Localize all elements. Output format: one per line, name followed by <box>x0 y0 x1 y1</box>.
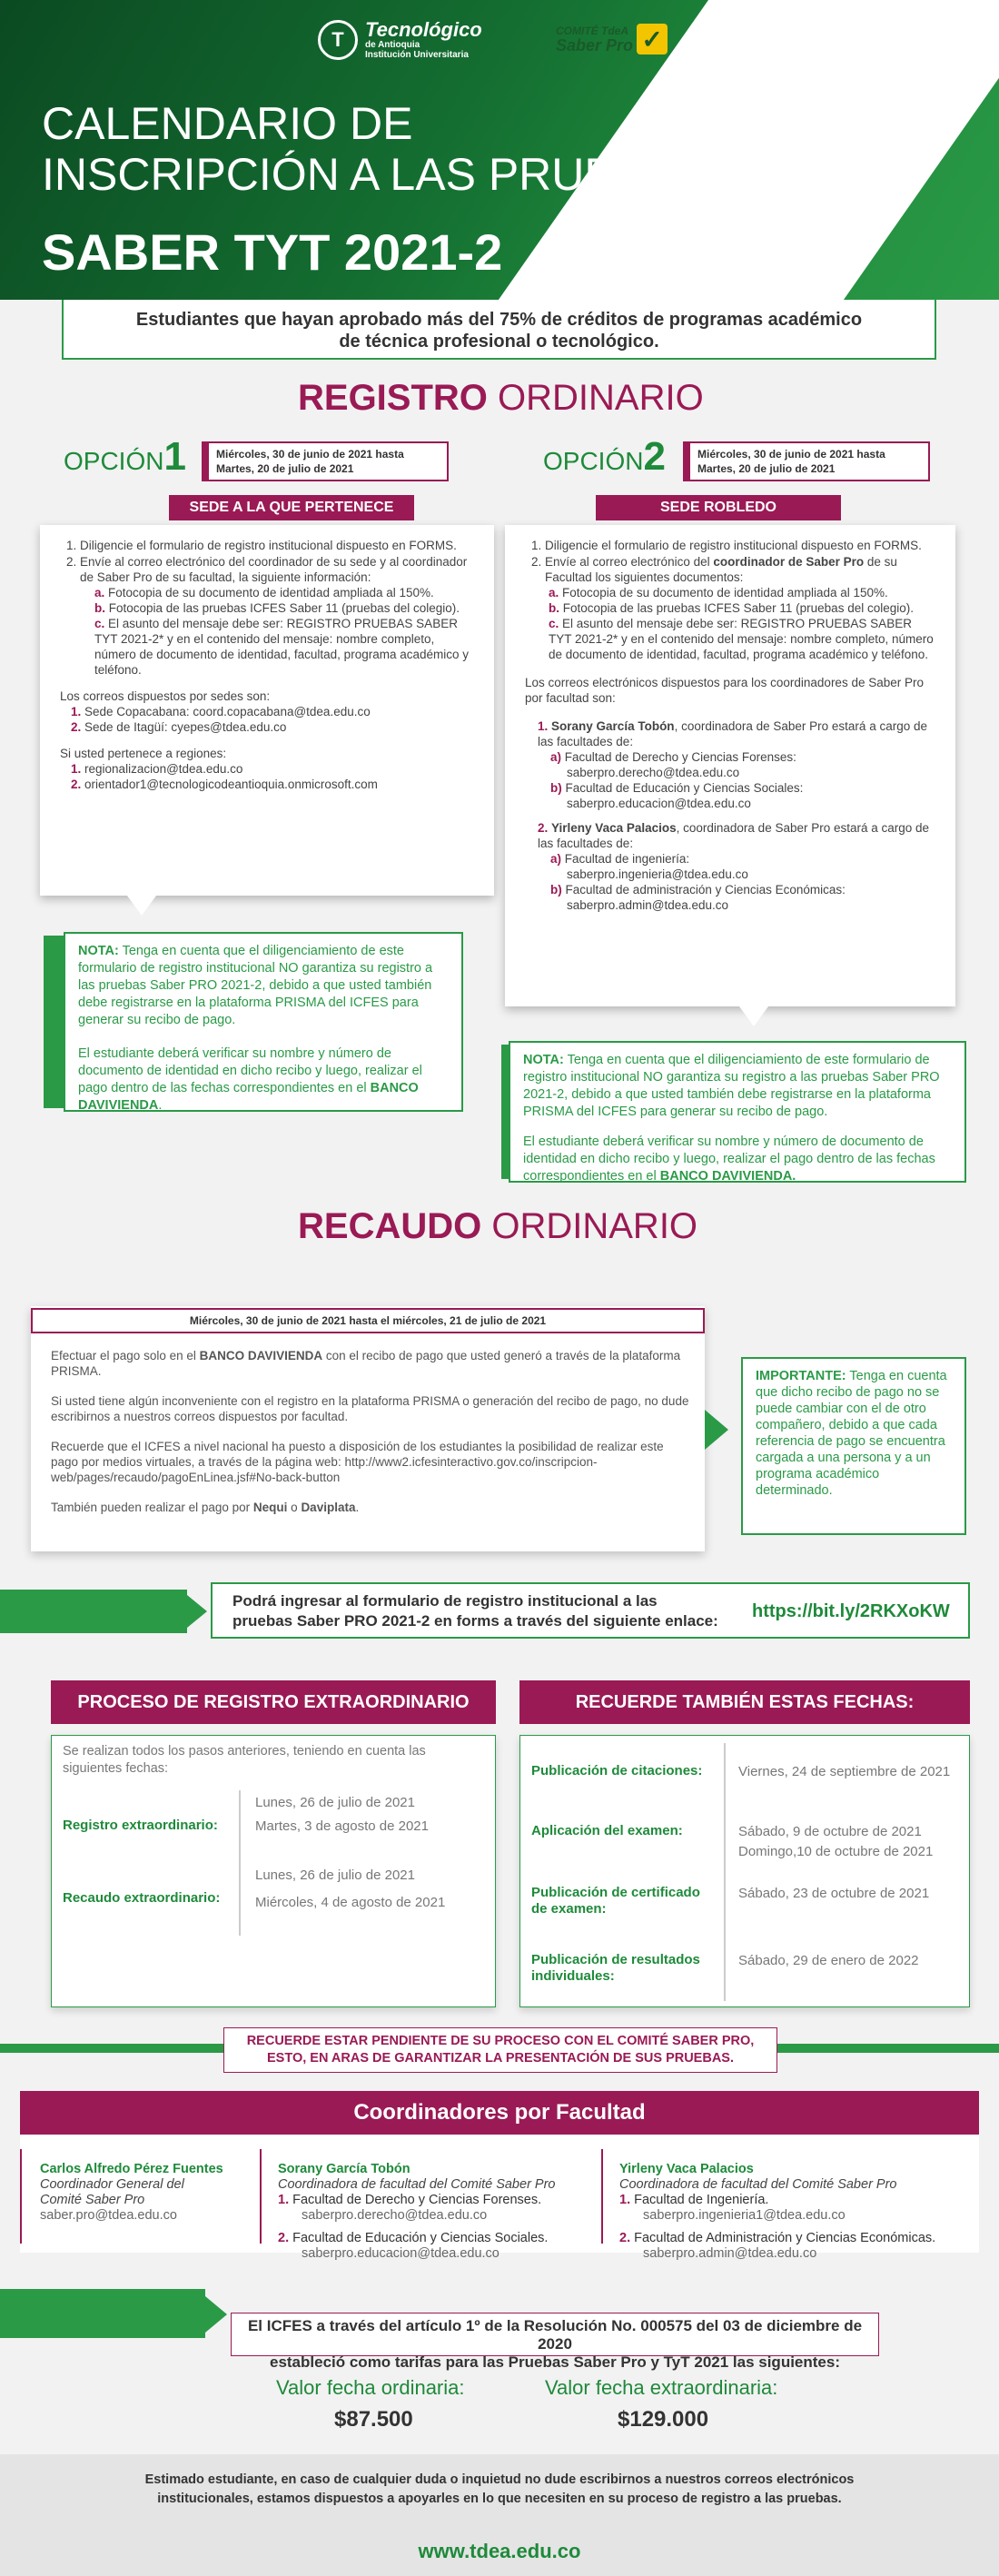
reminder-box: RECUERDE ESTAR PENDIENTE DE SU PROCESO CON EL COMITÉ SABER PRO, ESTO, EN ARAS DE GARANTIZAR LA PRESENTACIÓN DE SUS PRUEBAS. <box>223 2027 777 2073</box>
fee-ordinary-value: $87.500 <box>334 2407 413 2432</box>
list-item: 2. Envíe al correo electrónico del coordinador de Saber Pro de su Facultad los siguientes documentos: a. Fotocopia de su documento de identidad ampliada al 150%. b. Fotocopia de las pruebas ICFES Saber 11 (pruebas del colegio). c. El asunto del mensaje debe ser: REGISTRO PRUEBAS SABER TYT 2021-2* y en el contenido del mensaje: nombre completo, número de documento de identidad, facultad, programa académico y teléfono. <box>545 554 935 662</box>
extra-title: PROCESO DE REGISTRO EXTRAORDINARIO <box>51 1680 496 1724</box>
dates-title: RECUERDE TAMBIÉN ESTAS FECHAS: <box>519 1680 970 1724</box>
website-link[interactable]: www.tdea.edu.co <box>418 2540 581 2562</box>
page-title-strong: SABER TYT 2021-2 <box>42 223 503 281</box>
option-1-dates: Miércoles, 30 de junio de 2021 hasta Martes, 20 de julio de 2021 <box>202 441 449 481</box>
card-pointer <box>739 1006 768 1026</box>
fee-extra-value: $129.000 <box>618 2407 709 2432</box>
coordinator-2: Sorany García Tobón Coordinadora de facultad del Comité Saber Pro 1. Facultad de Derecho y Ciencias Forenses. saberpro.derecho@tdea.edu.co 2. Facultad de Educación y Ciencias Sociales. saberpro.educacion@tdea.edu.co <box>278 2162 556 2261</box>
fee-extra-label: Valor fecha extraordinaria: <box>545 2376 778 2399</box>
fee-ordinary-label: Valor fecha ordinaria: <box>276 2376 465 2399</box>
registro-title: REGISTRO ORDINARIO <box>298 378 704 418</box>
fees-box: El ICFES a través del artículo 1º de la Resolución No. 000575 del 03 de diciembre de 2020 estableció como tarifas para las Pruebas Saber Pro y TyT 2021 las siguientes: <box>231 2313 879 2356</box>
coordinators-title: Coordinadores por Facultad <box>20 2091 979 2135</box>
recaudo-date: Miércoles, 30 de junio de 2021 hasta el miércoles, 21 de julio de 2021 <box>31 1308 705 1333</box>
check-icon: ✓ <box>637 24 668 54</box>
forms-link-box: Podrá ingresar al formulario de registro institucional a las pruebas Saber PRO 2021-2 en forms a través del siguiente enlace: https://bit.ly/2RKXoKW <box>211 1582 970 1639</box>
coordinator-3: Yirleny Vaca Palacios Coordinadora de facultad del Comité Saber Pro 1. Facultad de Ingeniería. saberpro.ingenieria1@tdea.edu.co 2. Facultad de Administración y Ciencias Económicas. saberpro.admin@tdea.edu.co <box>619 2162 936 2261</box>
link-accent <box>0 1590 187 1633</box>
tdea-logo-sub2: Institución Universitaria <box>365 50 469 60</box>
arrow-icon <box>205 2296 227 2333</box>
option-1-note: NOTA: Tenga en cuenta que el diligenciamiento de este formulario de registro institucional NO garantiza su registro a las pruebas Saber PRO 2021-2, debido a que usted también debe registrarse en la plataforma PRISMA del ICFES para generar su recibo de pago. El estudiante deberá verificar su nombre y número de documento de identidad en dicho recibo y luego, realizar el pago dentro de las fechas correspondientes en el BANCO DAVIVIENDA. <box>64 932 463 1112</box>
card-pointer <box>127 896 156 916</box>
fees-accent <box>0 2289 205 2338</box>
list-item: 1. Diligencie el formulario de registro institucional dispuesto en FORMS. <box>80 538 474 553</box>
recaudo-text: Efectuar el pago solo en el BANCO DAVIVIENDA con el recibo de pago que usted generó a través de la plataforma PRISMA. Si usted tiene algún inconveniente con el registro en la plataforma PRISMA o generación del recibo de pago, no dude escribirnos a nuestros correos dispuestos por facultad. Recuerde que el ICFES a nivel nacional ha puesto a disposición de los estudiantes la posibilidad de realizar este pago por medios virtuales, a través de la página web: http://www2.icfesinteractivo.gov.co/inscripcion-web/pages/recaudo/pagoEnLinea.jsf#No-back-button También pueden realizar el pago por Nequi o Daviplata. <box>51 1349 689 1514</box>
saber-pro-logo <box>556 24 668 54</box>
tdea-logo <box>318 20 482 60</box>
page-title: CALENDARIO DE INSCRIPCIÓN A LAS PRUEBAS <box>42 98 706 200</box>
note-accent <box>44 936 64 1108</box>
footer-message: Estimado estudiante, en caso de cualquier duda o inquietud no dude escribirnos a nuestros correos electrónicos institucionales, estamos dispuestos a apoyarles en lo que necesiten en su proceso de registro a las pruebas. <box>144 2472 855 2506</box>
coordinator-1: Carlos Alfredo Pérez Fuentes Coordinador General del Comité Saber Pro saber.pro@tdea.edu.co <box>40 2162 223 2223</box>
forms-link[interactable]: https://bit.ly/2RKXoKW <box>752 1601 950 1621</box>
dates-card: Publicación de citaciones: Viernes, 24 de septiembre de 2021 Aplicación del examen: Sábado, 9 de octubre de 2021 Domingo,10 de octubre de 2021 Publicación de certificado de examen: Sábado, 23 de octubre de 2021 Publicación de resultados individuales: Sábado, 29 de enero de 2022 <box>519 1735 970 2007</box>
option-2-bar: SEDE ROBLEDO <box>596 495 841 520</box>
option-1-bar: SEDE A LA QUE PERTENECE <box>169 495 414 520</box>
option-2-dates: Miércoles, 30 de junio de 2021 hasta Martes, 20 de julio de 2021 <box>683 441 930 481</box>
target-students-box: Estudiantes que hayan aprobado más del 75% de créditos de programas académico de técnica profesional o tecnológico. <box>62 300 936 360</box>
option-2-note: NOTA: Tenga en cuenta que el diligenciamiento de este formulario de registro institucional NO garantiza su registro a las pruebas Saber PRO 2021-2, debido a que usted también debe registrarse en la plataforma PRISMA del ICFES para generar su recibo de pago. El estudiante deberá verificar su nombre y número de documento de identidad en dicho recibo y luego, realizar el pago dentro de las fechas correspondientes en el BANCO DAVIVIENDA. <box>509 1041 966 1183</box>
tdea-logo-sub: de Antioquia <box>365 40 420 50</box>
arrow-icon <box>187 1595 207 1628</box>
option-1-card: 1. Diligencie el formulario de registro institucional dispuesto en FORMS. 2. Envíe al correo electrónico del coordinador de su sede y al coordinador de Saber Pro de su facultad, la siguiente información: a. Fotocopia de su documento de identidad ampliada al 150%. b. Fotocopia de las pruebas ICFES Saber 11 (pruebas del colegio). c. El asunto del mensaje debe ser: REGISTRO PRUEBAS SABER TYT 2021-2* y en el contenido del mensaje: nombre completo, número de documento de identidad, facultad, programa académico y teléfono. Los correos dispuestos por sedes son: 1. Sede Copacabana: coord.copacabana@tdea.edu.co 2. Sede de Itagüí: cyepes@tdea.edu.co Si usted pertenece a regiones: 1. regionalizacion@tdea.edu.co 2. orientador1@tecnologicodeantioquia.onmicrosoft.com <box>40 525 494 896</box>
tdea-logo-icon: T <box>318 20 358 60</box>
important-note: IMPORTANTE: Tenga en cuenta que dicho recibo de pago no se puede cambiar con el de otro compañero, debido a que cada referencia de pago se encuentra cargada a una persona y a un programa académico determinado. <box>741 1357 966 1535</box>
saber-logo-line2: Saber Pro <box>556 35 634 54</box>
list-item: 1. Diligencie el formulario de registro institucional dispuesto en FORMS. <box>545 538 935 553</box>
option-1-label: OPCIÓN1 <box>64 434 186 479</box>
recaudo-title: RECAUDO ORDINARIO <box>298 1206 698 1246</box>
arrow-icon <box>705 1410 728 1450</box>
option-2-label: OPCIÓN2 <box>543 434 666 479</box>
option-2-card: 1. Diligencie el formulario de registro institucional dispuesto en FORMS. 2. Envíe al correo electrónico del coordinador de Saber Pro de su Facultad los siguientes documentos: a. Fotocopia de su documento de identidad ampliada al 150%. b. Fotocopia de las pruebas ICFES Saber 11 (pruebas del colegio). c. El asunto del mensaje debe ser: REGISTRO PRUEBAS SABER TYT 2021-2* y en el contenido del mensaje: nombre completo, número de documento de identidad, facultad, programa académico y teléfono. Los correos electrónicos dispuestos para los coordinadores de Saber Pro por facultad son: 1. Sorany García Tobón, coordinadora de Saber Pro estará a cargo de las facultades de: a) Facultad de Derecho y Ciencias Forenses: saberpro.derecho@tdea.edu.co b) Facultad de Educación y Ciencias Sociales: saberpro.educacion@tdea.edu.co 2. Yirleny Vaca Palacios, coordinadora de Saber Pro estará a cargo de las facultades de: a) Facultad de ingeniería: saberpro.ingenieria@tdea.edu.co b) Facultad de administración y Ciencias Económicas: saberpro.admin@tdea.edu.co <box>505 525 955 1006</box>
extra-card: Se realizan todos los pasos anteriores, teniendo en cuenta las siguientes fechas: Registro extraordinario: Lunes, 26 de julio de 2021 Martes, 3 de agosto de 2021 Recaudo extraordinario: Lunes, 26 de julio de 2021 Miércoles, 4 de agosto de 2021 <box>51 1735 496 2007</box>
tdea-logo-title: Tecnológico <box>365 18 482 41</box>
saber-logo-line1: COMITÉ TdeA <box>556 24 628 37</box>
list-item: 2. Envíe al correo electrónico del coordinador de su sede y al coordinador de Saber Pro de su facultad, la siguiente información: a. Fotocopia de su documento de identidad ampliada al 150%. b. Fotocopia de las pruebas ICFES Saber 11 (pruebas del colegio). c. El asunto del mensaje debe ser: REGISTRO PRUEBAS SABER TYT 2021-2* y en el contenido del mensaje: nombre completo, número de documento de identidad, facultad, programa académico y teléfono. <box>80 554 474 678</box>
